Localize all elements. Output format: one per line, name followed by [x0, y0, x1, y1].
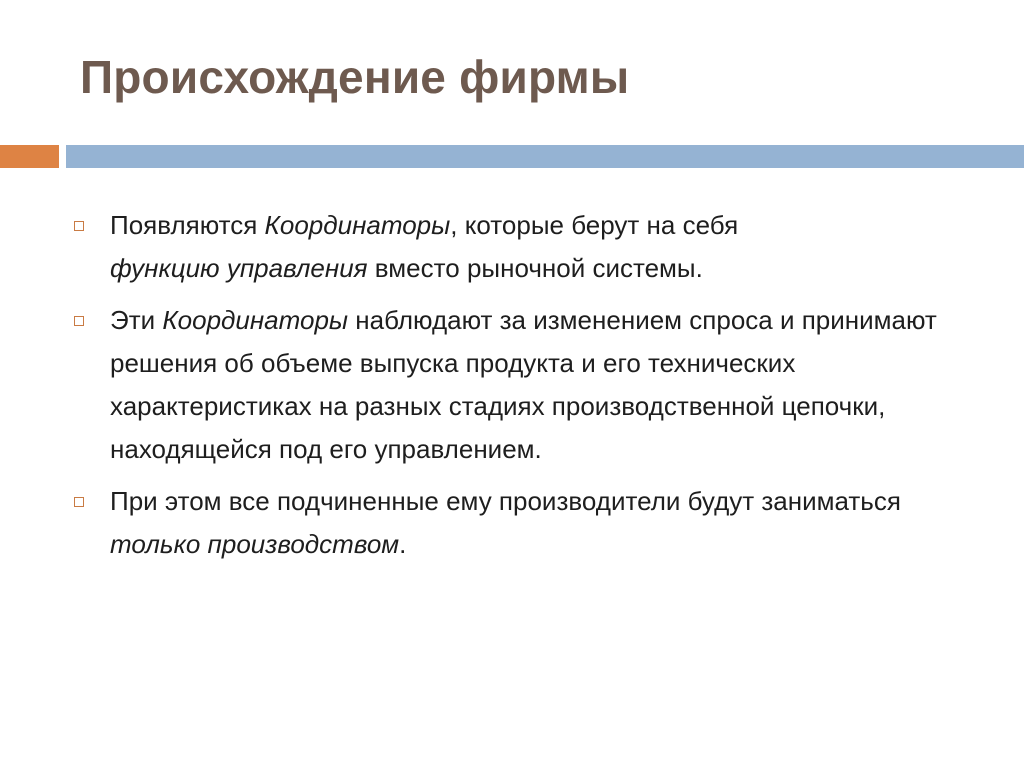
bullet-text-run: вместо рыночной системы. [367, 253, 703, 283]
square-outline-icon [74, 497, 84, 507]
bullet-text-run-italic: только производством [110, 529, 400, 559]
bullet-item [72, 299, 972, 471]
bullet-text-run: Эти [110, 305, 163, 335]
bullet-text-run: , которые берут на себя [450, 210, 739, 240]
accent-bar-orange [0, 145, 59, 168]
slide-title: Происхождение фирмы [80, 51, 630, 103]
square-outline-icon [74, 316, 84, 326]
bullet-item [72, 480, 972, 566]
square-outline-icon [74, 221, 84, 231]
bullet-item [72, 204, 972, 290]
bullet-list [72, 204, 972, 575]
bullet-text-run-italic: Координаторы [264, 210, 451, 240]
bullet-text-run: При этом все подчиненные ему производители будут заниматься [110, 486, 901, 516]
bullet-text-run-italic: функцию управления [110, 253, 368, 283]
bullet-text-run: . [399, 529, 407, 559]
bullet-text-run-italic: Координаторы [162, 305, 349, 335]
bullet-text-run: Появляются [110, 210, 265, 240]
accent-bar-blue [66, 145, 1024, 168]
bullet-text-run: наблюдают за изменением спроса и принимают решения об объеме выпуска продукта и его технических характеристиках на разных стадиях производственной цепочки, находящейся под его управлением. [110, 305, 937, 464]
